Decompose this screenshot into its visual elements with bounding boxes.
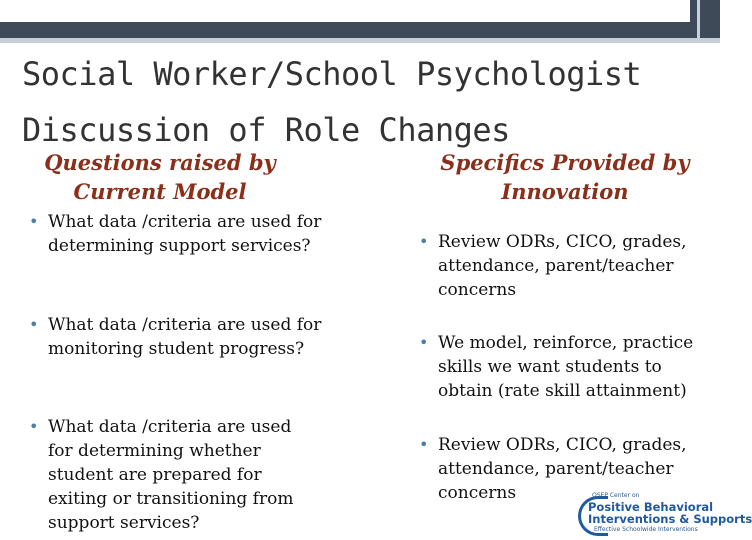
right-bullet-1	[416, 230, 716, 302]
right-bullet-2-text: We model, reinforce, practice skills we want students to obtain (rate skill attainment)	[438, 333, 694, 401]
bullet-icon: •	[419, 435, 429, 454]
right-heading-line1: Specifics Provided by	[440, 150, 690, 175]
right-heading-line2: Innovation	[501, 179, 629, 204]
logo-line3: Interventions & Supports	[588, 512, 752, 526]
left-heading-line2: Current Model	[73, 179, 247, 204]
left-bullet-3-text: What data /criteria are used for determining whether student are prepared for exiting or transitioning from support services?	[48, 417, 294, 533]
top-bar	[0, 0, 720, 44]
right-bullet-3-text: Review ODRs, CICO, grades, attendance, parent/teacher concerns	[438, 435, 687, 503]
slide-title	[22, 46, 702, 158]
top-bar-corner-block	[690, 0, 720, 38]
left-bullet-1	[26, 210, 326, 258]
left-bullet-1-text: What data /criteria are used for determining support services?	[48, 212, 322, 256]
bullet-icon: •	[419, 232, 429, 251]
logo-line2: Positive Behavioral	[588, 500, 714, 514]
left-bullet-3	[26, 415, 318, 535]
logo-line4: Effective Schoolwide Interventions	[594, 526, 698, 533]
bullet-icon: •	[29, 315, 39, 334]
left-column-heading	[30, 148, 290, 206]
top-bar-light-band	[0, 38, 720, 43]
top-bar-dark-band	[0, 22, 720, 38]
bullet-icon: •	[419, 333, 429, 352]
right-bullet-1-text: Review ODRs, CICO, grades, attendance, parent/teacher concerns	[438, 232, 687, 300]
left-heading-line1: Questions raised by	[44, 150, 276, 175]
slide-title-line1: Social Worker/School Psychologist	[22, 55, 642, 93]
bullet-icon: •	[29, 212, 39, 231]
right-column-heading	[420, 148, 710, 206]
slide-title-line2: Discussion of Role Changes	[22, 111, 510, 149]
left-bullet-2	[26, 313, 326, 361]
left-bullet-2-text: What data /criteria are used for monitoring student progress?	[48, 315, 322, 359]
pbis-logo	[578, 492, 752, 540]
logo-line1: OSEP Center on	[592, 492, 640, 499]
right-bullet-2	[416, 331, 716, 403]
top-bar-corner-line	[697, 0, 700, 38]
bullet-icon: •	[29, 417, 39, 436]
